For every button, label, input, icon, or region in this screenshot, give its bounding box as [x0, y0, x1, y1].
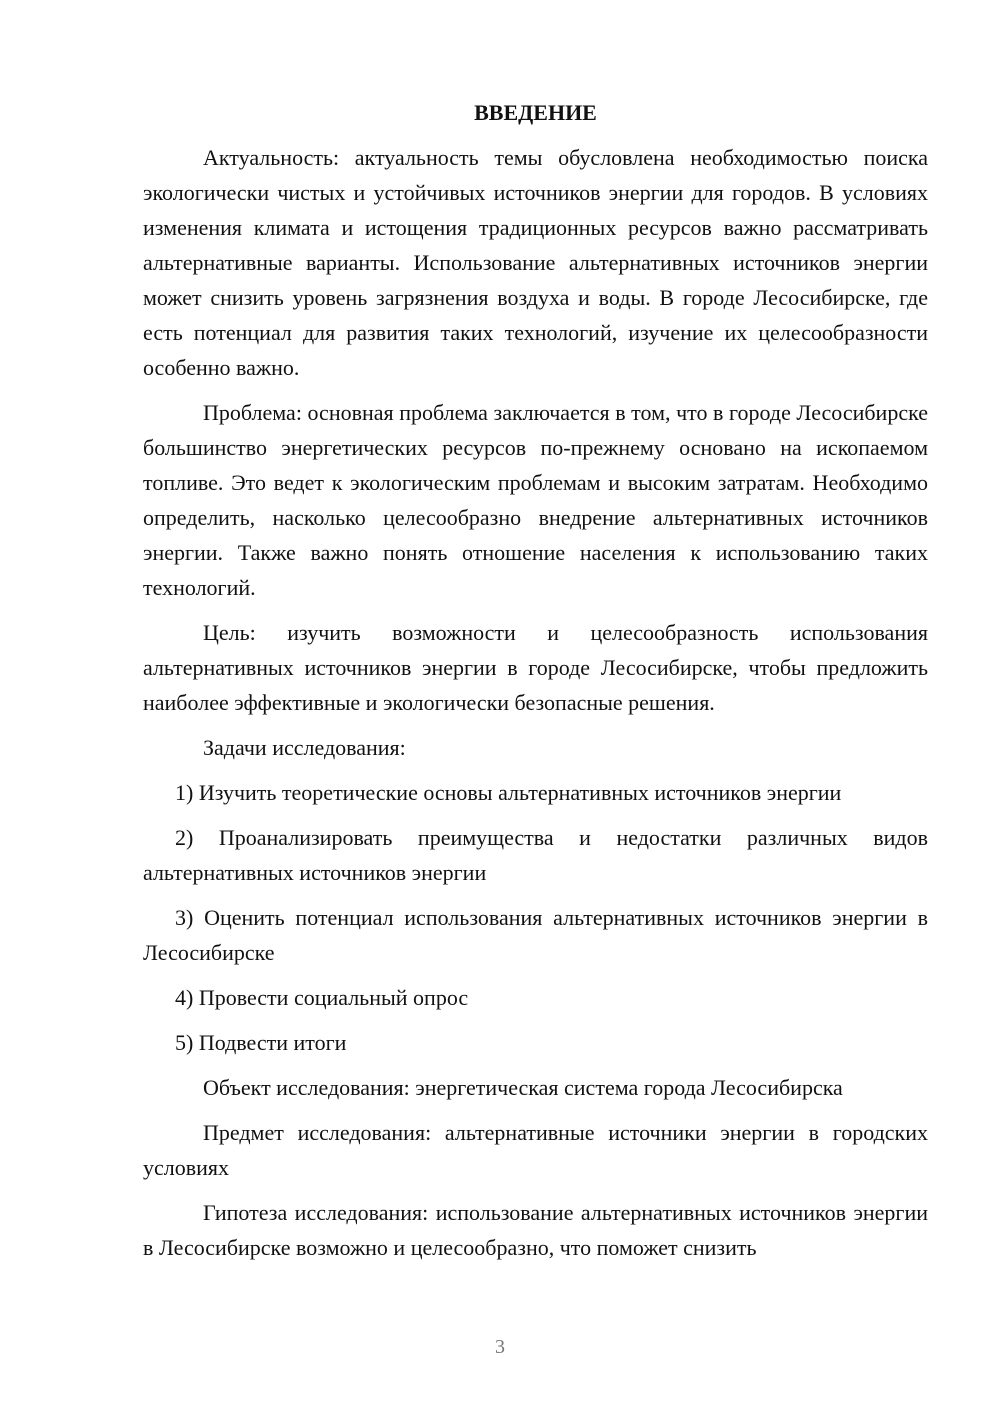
paragraph-problem: Проблема: основная проблема заключается в том, что в городе Лесосибирске большинство энергетических ресурсов по-прежнему основано на ископаемом топливе. Это ведет к экологическим проблемам и высоким затратам. Необходимо определить, насколько целесообразно внедрение альтернативных источников энергии. Также важно понять отношение населения к использованию таких технологий. [143, 400, 928, 600]
page-title: ВВЕДЕНИЕ [474, 100, 597, 125]
task-item: 2) Проанализировать преимущества и недостатки различных видов альтернативных источников энергии [143, 825, 928, 885]
task-item: 5) Подвести итоги [175, 1030, 347, 1055]
paragraph-relevance: Актуальность: актуальность темы обусловлена необходимостью поиска экологически чистых и устойчивых источников энергии для городов. В условиях изменения климата и истощения традиционных ресурсов важно рассматривать альтернативные варианты. Использование альтернативных источников энергии может снизить уровень загрязнения воздуха и воды. В городе Лесосибирске, где есть потенциал для развития таких технологий, изучение их целесообразности особенно важно. [143, 145, 928, 380]
page-number: 3 [495, 1336, 505, 1358]
paragraph-object: Объект исследования: энергетическая система города Лесосибирска [203, 1075, 843, 1100]
task-item: 4) Провести социальный опрос [175, 985, 469, 1010]
paragraph-tasks-heading: Задачи исследования: [203, 735, 406, 760]
task-item: 3) Оценить потенциал использования альтернативных источников энергии в Лесосибирске [143, 905, 928, 965]
paragraph-subject: Предмет исследования: альтернативные источники энергии в городских условиях [143, 1120, 928, 1180]
document-page [143, 95, 928, 1275]
task-item: 1) Изучить теоретические основы альтернативных источников энергии [175, 780, 842, 805]
paragraph-hypothesis: Гипотеза исследования: использование альтернативных источников энергии в Лесосибирске возможно и целесообразно, что поможет снизить [143, 1200, 928, 1260]
paragraph-goal: Цель: изучить возможности и целесообразность использования альтернативных источников энергии в городе Лесосибирске, чтобы предложить наиболее эффективные и экологически безопасные решения. [143, 620, 928, 715]
